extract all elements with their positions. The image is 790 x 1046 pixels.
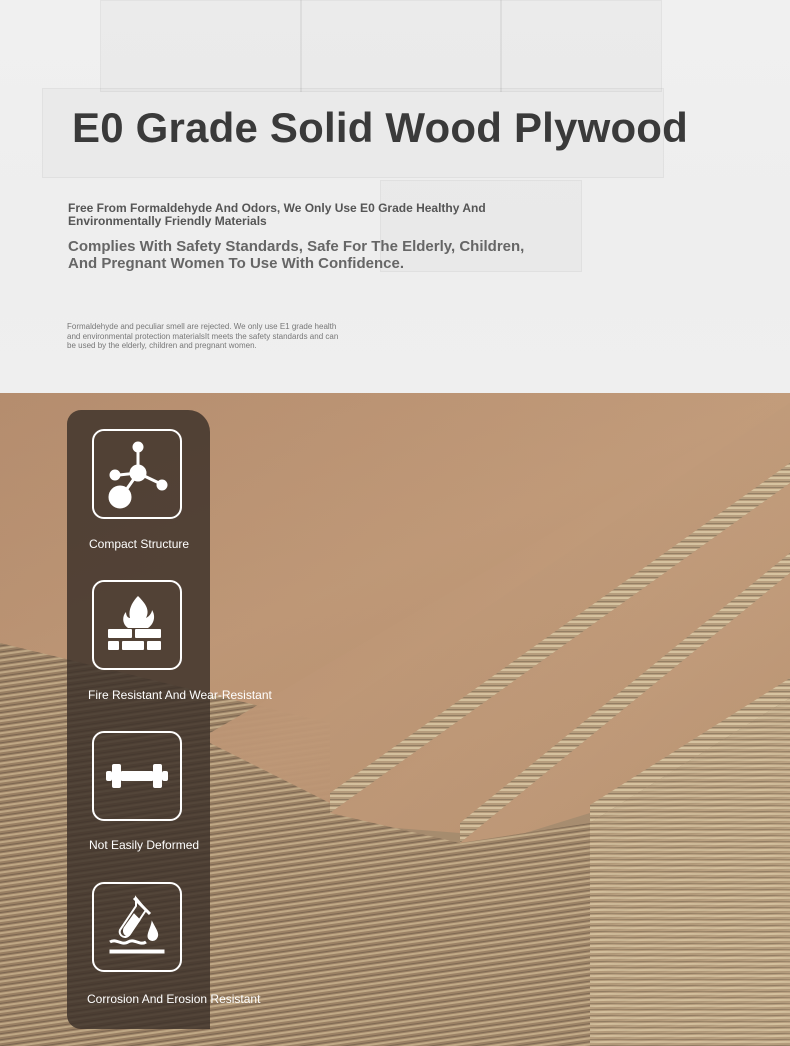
hero-section: [0, 0, 790, 393]
molecule-icon: [92, 429, 182, 519]
fine-print: Formaldehyde and peculiar smell are rejected. We only use E1 grade health and environmental protection materialsIt meets the safety standards and can be used by the elderly, children and pregnant women.: [67, 322, 339, 350]
feature-label-not-easily-deformed: Not Easily Deformed: [89, 838, 200, 852]
background-shelf: [100, 0, 302, 92]
fire-brick-icon: [92, 580, 182, 670]
feature-label-compact-structure: Compact Structure: [89, 537, 190, 551]
background-shelf: [300, 0, 502, 92]
tagline: Complies With Safety Standards, Safe For The Elderly, Children, And Pregnant Women To Use With Confidence.: [68, 238, 525, 272]
feature-label-fire-resistant: Fire Resistant And Wear-Resistant: [88, 688, 272, 702]
flask-drop-icon: [92, 882, 182, 972]
dumbbell-icon: [92, 731, 182, 821]
page-title: E0 Grade Solid Wood Plywood: [72, 104, 689, 151]
subtitle: Free From Formaldehyde And Odors, We Only Use E0 Grade Healthy And Environmentally Friendly Materials: [68, 201, 486, 228]
background-shelf: [500, 0, 662, 92]
feature-label-corrosion-resistant: Corrosion And Erosion Resistant: [87, 992, 261, 1006]
